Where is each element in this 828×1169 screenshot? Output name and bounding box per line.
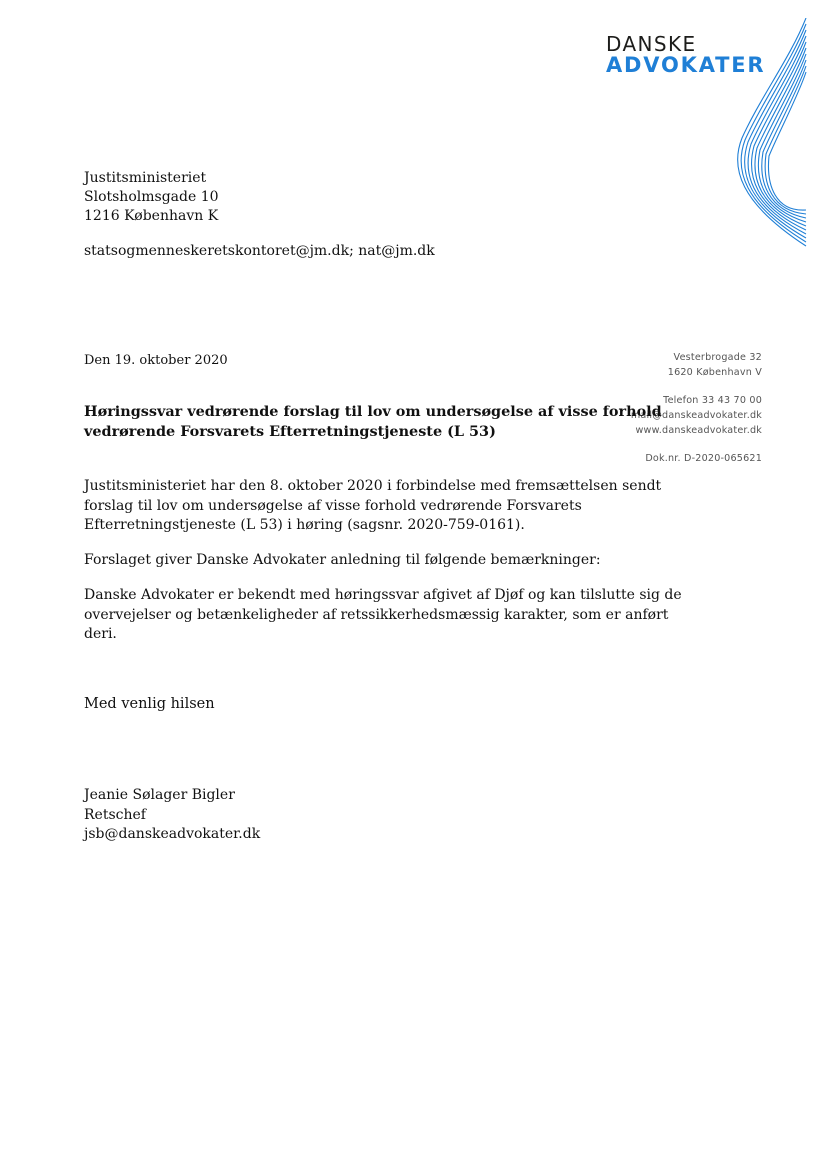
letter-subject (84, 402, 662, 442)
paragraph-line: deri. (84, 626, 117, 642)
signature-email: jsb@danskeadvokater.dk (84, 826, 261, 842)
document-number-text: Dok.nr. D-2020-065621 (645, 453, 762, 464)
recipient-emails (84, 242, 435, 261)
closing-salutation (84, 695, 215, 714)
sender-address (668, 350, 762, 380)
sender-web: www.danskeadvokater.dk (635, 425, 762, 436)
body-paragraph-1 (84, 477, 661, 536)
body-paragraph-2 (84, 551, 601, 570)
addressee-block (84, 169, 219, 226)
paragraph-line: Danske Advokater er bekendt med høringssvar afgivet af Djøf og kan tilslutte sig de (84, 587, 682, 603)
sender-city: 1620 København V (667, 367, 762, 378)
logo-swoosh-graphic (720, 18, 810, 254)
signature-title: Retschef (84, 806, 146, 823)
addressee-city: 1216 København K (84, 208, 219, 224)
logo-line-1: DANSKE (606, 32, 697, 56)
signature-name: Jeanie Sølager Bigler (84, 787, 235, 803)
sender-phone: Telefon 33 43 70 00 (663, 395, 762, 406)
letter-date-text: Den 19. oktober 2020 (84, 353, 228, 368)
closing-text: Med venlig hilsen (84, 696, 215, 712)
subject-line-1: Høringssvar vedrørende forslag til lov om undersøgelse af visse forhold (84, 403, 662, 420)
sender-street: Vesterbrogade 32 (673, 352, 762, 363)
body-paragraph-3 (84, 586, 682, 645)
sender-email: mail@danskeadvokater.dk (630, 410, 762, 421)
letter-date (84, 351, 228, 370)
paragraph-line: Forslaget giver Danske Advokater anledning til følgende bemærkninger: (84, 552, 601, 568)
subject-line-2: vedrørende Forsvarets Efterretningstjeneste (L 53) (84, 423, 496, 440)
addressee-street: Slotsholmsgade 10 (84, 189, 219, 205)
addressee-name: Justitsministeriet (84, 170, 207, 186)
signature-block (84, 786, 260, 845)
recipient-emails-text: statsogmenneskeretskontoret@jm.dk; nat@jm.dk (84, 243, 435, 259)
paragraph-line: Justitsministeriet har den 8. oktober 2020 i forbindelse med fremsættelsen sendt (84, 478, 662, 494)
paragraph-line: overvejelser og betænkeligheder af retssikkerhedsmæssig karakter, som er anført (84, 606, 669, 623)
document-number (645, 451, 762, 466)
paragraph-line: Efterretningstjeneste (L 53) i høring (sagsnr. 2020-759-0161). (84, 517, 525, 533)
paragraph-line: forslag til lov om undersøgelse af visse forhold vedrørende Forsvarets (84, 497, 582, 514)
logo-line-2: ADVOKATER (606, 53, 766, 77)
